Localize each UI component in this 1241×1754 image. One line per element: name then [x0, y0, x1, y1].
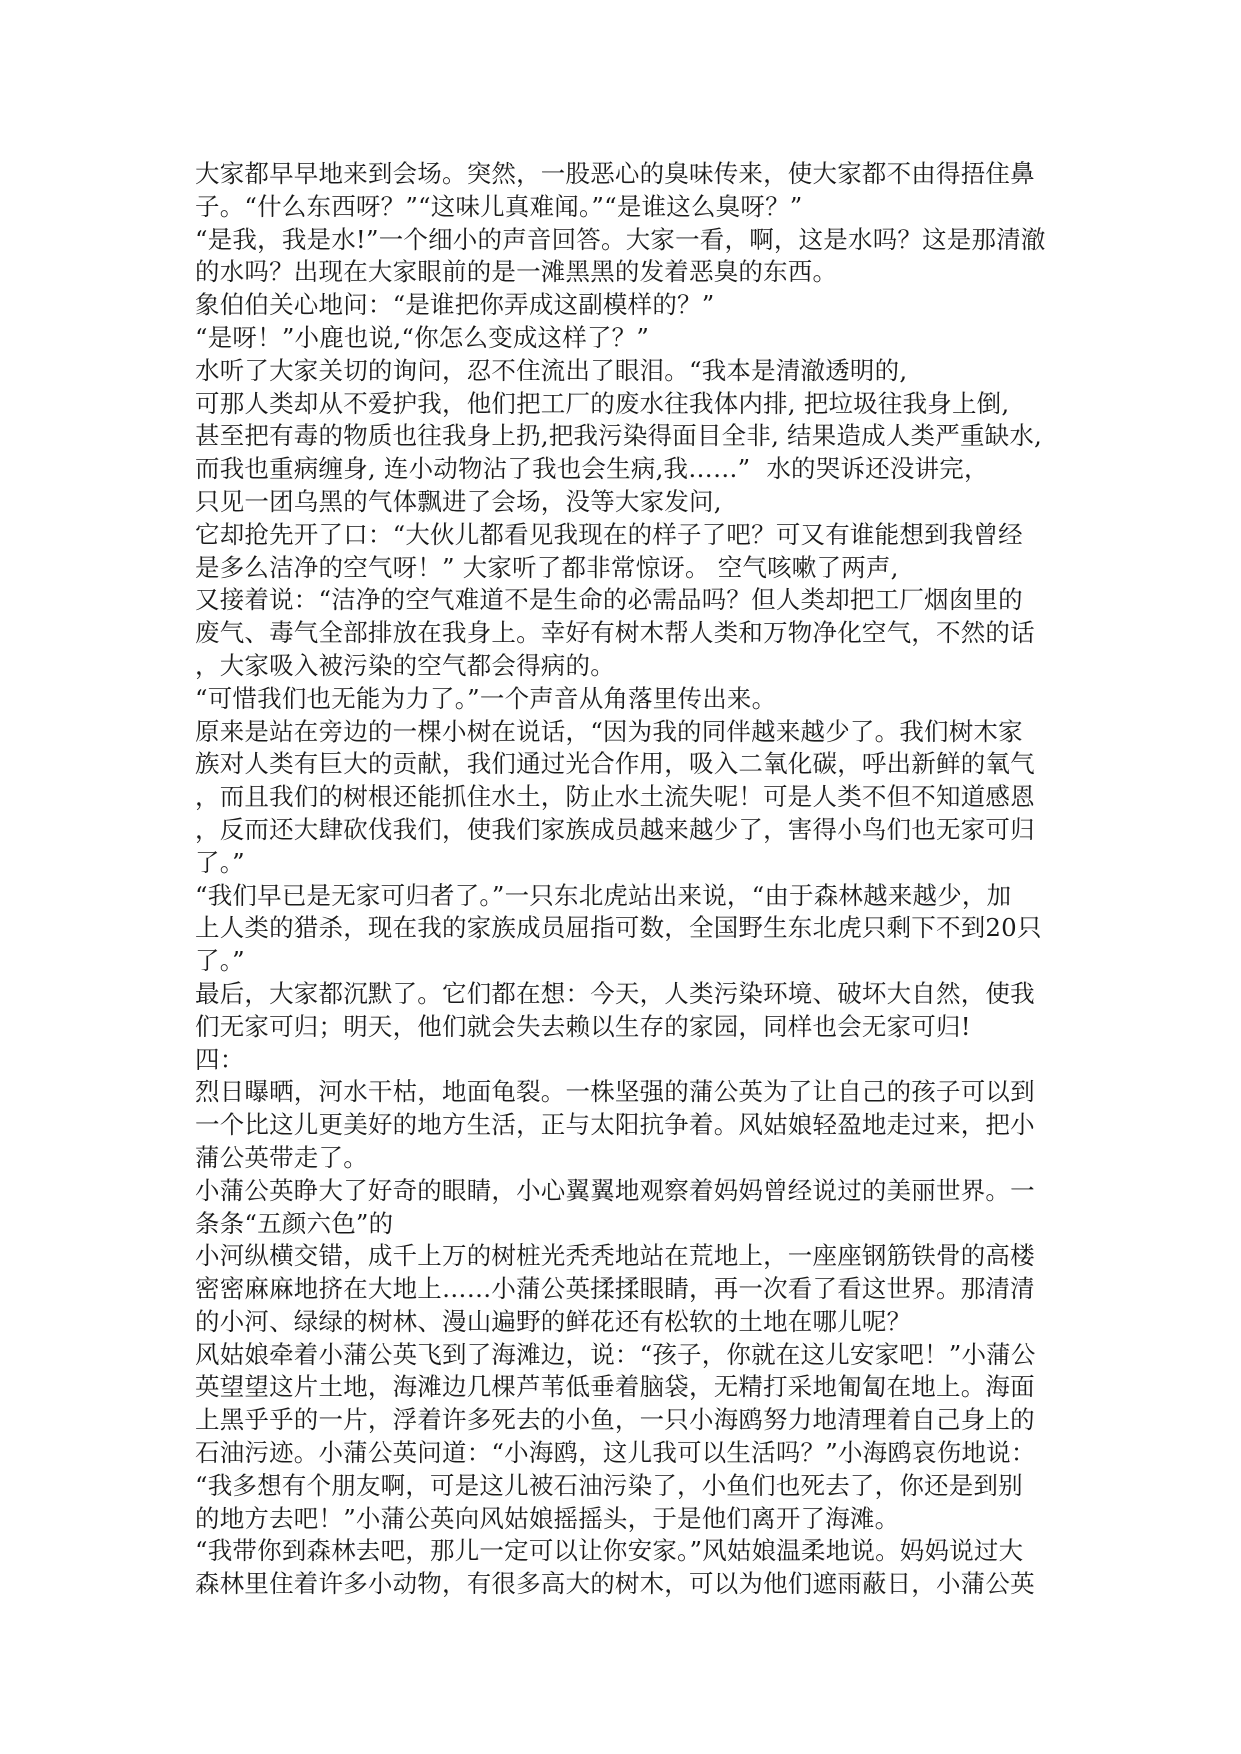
text-line: 了。” — [195, 946, 245, 976]
text-line: 小河纵横交错，成千上万的树桩光秃秃地站在荒地上，一座座钢筋铁骨的高楼 — [195, 1241, 1035, 1271]
section-heading: 四： — [195, 1044, 245, 1074]
text-line: 了。” — [195, 847, 245, 877]
text-line: “是我，我是水!”一个细小的声音回答。大家一看，啊，这是水吗？这是那清澈 — [195, 224, 1046, 254]
text-line: 子。“什么东西呀？”“这味儿真难闻。”“是谁这么臭呀？” — [195, 191, 803, 221]
body-text — [195, 158, 1045, 1601]
text-line: 的地方去吧！”小蒲公英向风姑娘摇摇头，于是他们离开了海滩。 — [195, 1503, 900, 1533]
text-line: 水听了大家关切的询问，忍不住流出了眼泪。“我本是清澈透明的, — [195, 355, 908, 385]
text-line: ，大家吸入被污染的空气都会得病的。 — [195, 650, 615, 680]
text-line: 英望望这片土地，海滩边几棵芦苇低垂着脑袋，无精打采地匍匐在地上。海面 — [195, 1372, 1035, 1402]
text-line: 只见一团乌黑的气体飘进了会场，没等大家发问, — [195, 486, 722, 516]
text-line: 条条“五颜六色”的 — [195, 1208, 394, 1238]
text-line: 是多么洁净的空气呀！” 大家听了都非常惊讶。 空气咳嗽了两声, — [195, 552, 899, 582]
text-line: 大家都早早地来到会场。突然，一股恶心的臭味传来，使大家都不由得捂住鼻 — [195, 159, 1035, 188]
text-line: 的水吗？出现在大家眼前的是一滩黑黑的发着恶臭的东西。 — [195, 257, 838, 287]
text-line: 小蒲公英睁大了好奇的眼睛，小心翼翼地观察着妈妈曾经说过的美丽世界。一 — [195, 1175, 1035, 1205]
text-line: 最后，大家都沉默了。它们都在想：今天，人类污染环境、破坏大自然，使我 — [195, 978, 1035, 1008]
text-line: 上黑乎乎的一片，浮着许多死去的小鱼，一只小海鸥努力地清理着自己身上的 — [195, 1405, 1035, 1435]
text-line: 而我也重病缠身, 连小动物沾了我也会生病,我……” 水的哭诉还没讲完， — [195, 454, 989, 484]
text-line: 蒲公英带走了。 — [195, 1142, 368, 1172]
text-line: “我带你到森林去吧，那儿一定可以让你安家。”风姑娘温柔地说。妈妈说过大 — [195, 1536, 1024, 1566]
text-line: 它却抢先开了口：“大伙儿都看见我现在的样子了吧？可又有谁能想到我曾经 — [195, 519, 1023, 549]
text-line: “我们早已是无家可归者了。”一只东北虎站出来说，“由于森林越来越少，加 — [195, 880, 1012, 910]
text-line: 上人类的猎杀，现在我的家族成员屈指可数，全国野生东北虎只剩下不到20只 — [195, 913, 1042, 943]
text-line: 原来是站在旁边的一棵小树在说话，“因为我的同伴越来越少了。我们树木家 — [195, 716, 1023, 746]
text-line: 密密麻麻地挤在大地上……小蒲公英揉揉眼睛，再一次看了看这世界。那清清 — [195, 1274, 1035, 1304]
text-line: 甚至把有毒的物质也往我身上扔,把我污染得面目全非, 结果造成人类严重缺水, — [195, 421, 1043, 451]
text-line: 可那人类却从不爱护我，他们把工厂的废水往我体内排, 把垃圾往我身上倒, — [195, 388, 1010, 418]
text-line: 烈日曝晒，河水干枯，地面龟裂。一株坚强的蒲公英为了让自己的孩子可以到 — [195, 1077, 1035, 1107]
text-line: ，而且我们的树根还能抓住水土，防止水土流失呢！可是人类不但不知道感恩 — [195, 782, 1035, 812]
text-line: 森林里住着许多小动物，有很多高大的树木，可以为他们遮雨蔽日，小蒲公英 — [195, 1569, 1035, 1599]
text-line: 们无家可归；明天，他们就会失去赖以生存的家园，同样也会无家可归! — [195, 1011, 971, 1041]
text-line: 石油污迹。小蒲公英问道：“小海鸥，这儿我可以生活吗？”小海鸥哀伤地说： — [195, 1438, 1036, 1468]
text-line: 象伯伯关心地问：“是谁把你弄成这副模样的？” — [195, 290, 715, 320]
text-line: “我多想有个朋友啊，可是这儿被石油污染了，小鱼们也死去了，你还是到别 — [195, 1470, 1023, 1500]
text-line: ，反而还大肆砍伐我们，使我们家族成员越来越少了，害得小鸟们也无家可归 — [195, 814, 1035, 844]
text-line: 族对人类有巨大的贡献，我们通过光合作用，吸入二氧化碳，呼出新鲜的氧气 — [195, 749, 1035, 779]
text-line: “可惜我们也无能为力了。”一个声音从角落里传出来。 — [195, 683, 777, 713]
text-line: 风姑娘牵着小蒲公英飞到了海滩边，说：“孩子，你就在这儿安家吧！”小蒲公 — [195, 1339, 1036, 1369]
text-line: “是呀！”小鹿也说,“你怎么变成这样了？” — [195, 322, 650, 352]
text-line: 一个比这儿更美好的地方生活，正与太阳抗争着。风姑娘轻盈地走过来，把小 — [195, 1110, 1035, 1140]
text-line: 又接着说：“洁净的空气难道不是生命的必需品吗？但人类却把工厂烟囱里的 — [195, 585, 1023, 615]
text-line: 的小河、绿绿的树林、漫山遍野的鲜花还有松软的土地在哪儿呢？ — [195, 1306, 912, 1336]
text-line: 废气、毒气全部排放在我身上。幸好有树木帮人类和万物净化空气，不然的话 — [195, 618, 1035, 648]
